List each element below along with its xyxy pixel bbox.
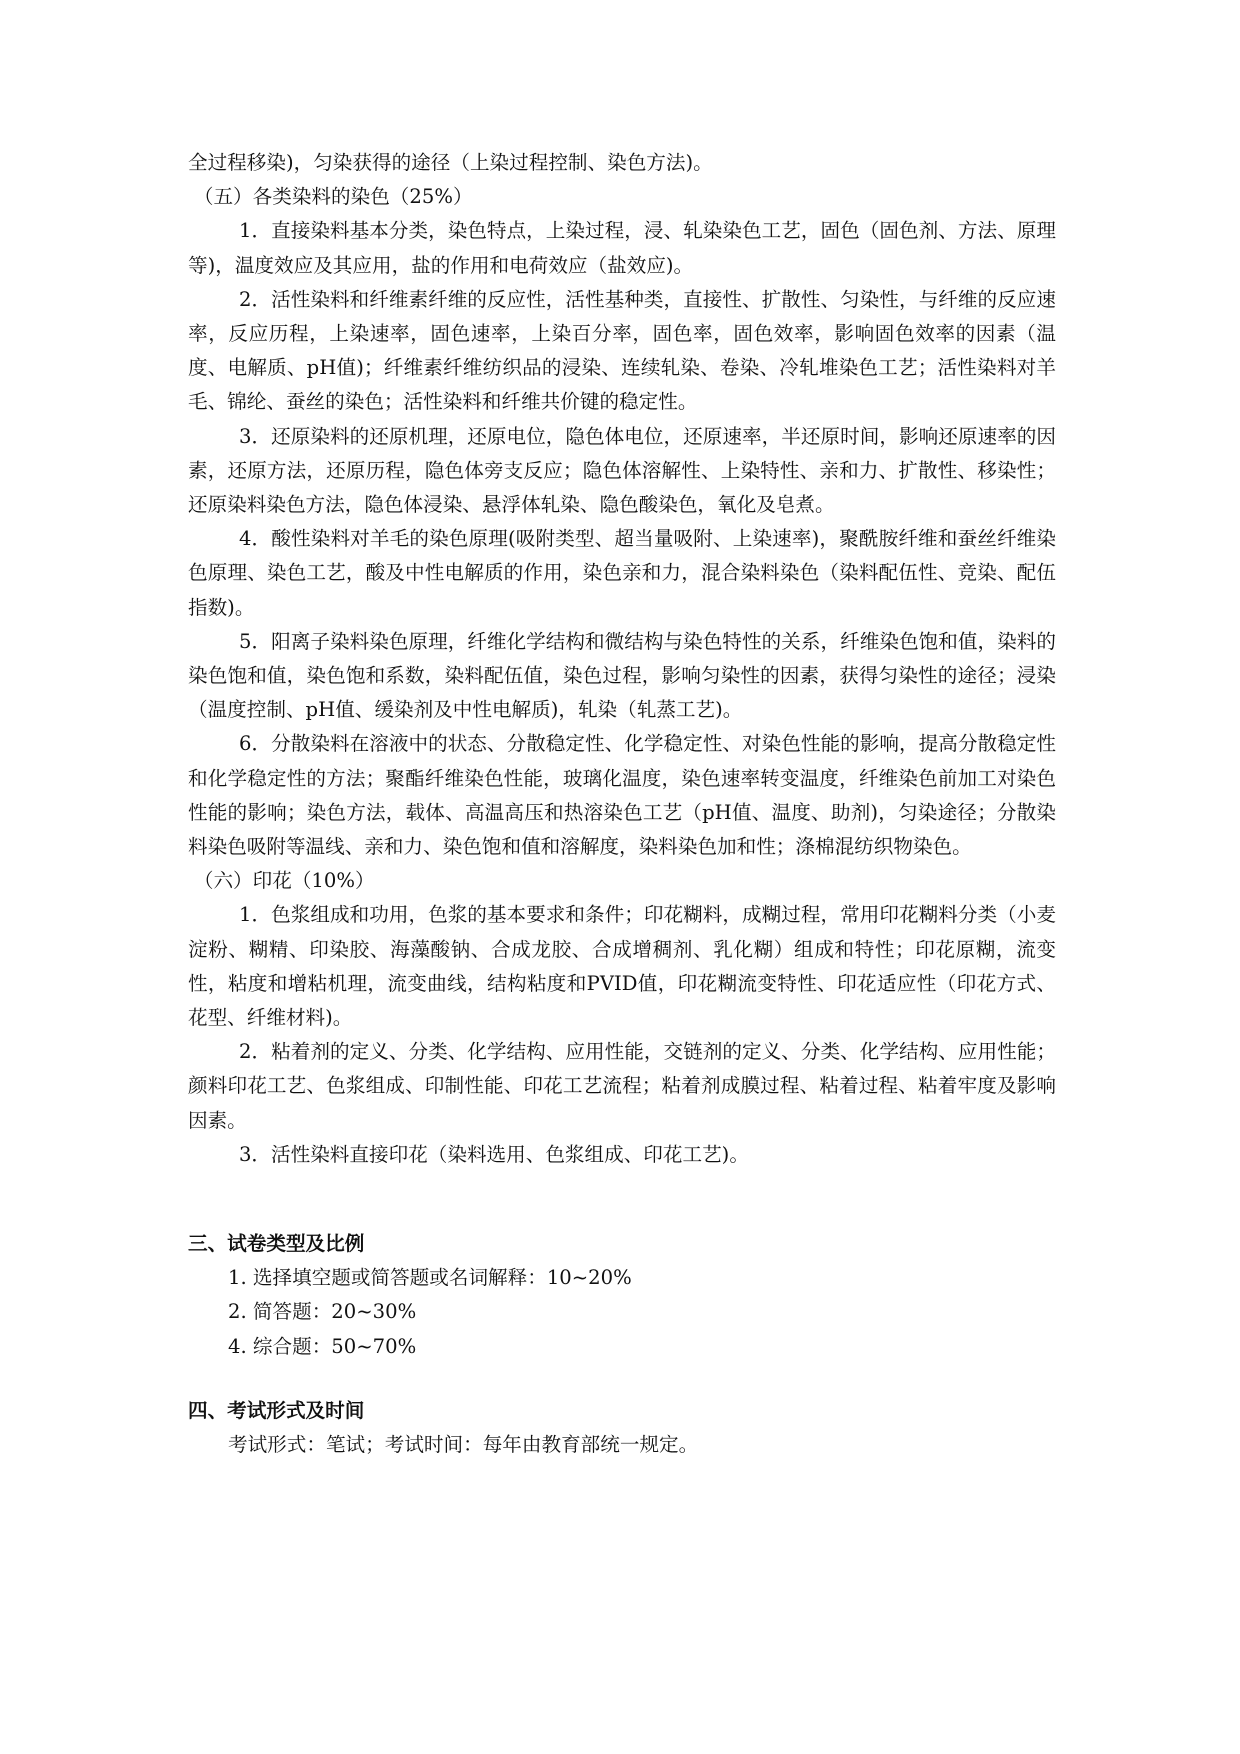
section-heading-exam-types: 三、试卷类型及比例: [188, 1232, 365, 1256]
paragraph-binder: 2．粘着剂的定义、分类、化学结构、应用性能，交链剂的定义、分类、化学结构、应用性能；颜料印花工艺、色浆组成、印制性能、印花工艺流程；粘着剂成膜过程、粘着过程、粘着牢度及影响因素。: [188, 1040, 1056, 1132]
paragraph-disperse-dyes: 6．分散染料在溶液中的状态、分散稳定性、化学稳定性、对染色性能的影响，提高分散稳定性和化学稳定性的方法；聚酯纤维染色性能，玻璃化温度，染色速率转变温度，纤维染色前加工对染色性能的影响；染色方法，载体、高温高压和热溶染色工艺（pH值、温度、助剂)，匀染途径；分散染料染色吸附等温线、亲和力、染色饱和值和溶解度，染料染色加和性；涤棉混纺织物染色。: [188, 732, 1056, 859]
paragraph-reactive-dyes: 2．活性染料和纤维素纤维的反应性，活性基种类，直接性、扩散性、匀染性，与纤维的反应速率，反应历程，上染速率，固色速率，上染百分率，固色率，固色效率，影响固色效率的因素（温度、电解质、pH值)；纤维素纤维纺织品的浸染、连续轧染、卷染、冷轧堆染色工艺；活性染料对羊毛、锦纶、蚕丝的染色；活性染料和纤维共价键的稳定性。: [188, 287, 1056, 414]
paragraph-continuation: 全过程移染)，匀染获得的途径（上染过程控制、染色方法)。: [188, 151, 713, 174]
paragraph-cationic-dyes: 5．阳离子染料染色原理，纤维化学结构和微结构与染色特性的关系，纤维染色饱和值，染料的染色饱和值，染色饱和系数，染料配伍值，染色过程，影响匀染性的因素，获得匀染性的途径；浸染（温度控制、pH值、缓染剂及中性电解质)，轧染（轧蒸工艺)。: [188, 629, 1056, 722]
list-item: 2. 简答题：20~30%: [228, 1300, 417, 1324]
paragraph-print-paste: 1．色浆组成和功用，色浆的基本要求和条件；印花糊料，成糊过程，常用印花糊料分类（小麦淀粉、糊精、印染胶、海藻酸钠、合成龙胶、合成增稠剂、乳化糊）组成和特性；印花原糊，流变性，粘度和增粘机理，流变曲线，结构粘度和PVID值，印花糊流变特性、印花适应性（印花方式、花型、纤维材料)。: [188, 903, 1056, 1030]
document-body: [188, 146, 1056, 1462]
paragraph-reactive-printing: 3．活性染料直接印花（染料选用、色浆组成、印花工艺)。: [238, 1142, 749, 1166]
list-item: 4. 综合题：50~70%: [228, 1334, 417, 1358]
subsection-heading-5: （五）各类染料的染色（25%）: [193, 185, 473, 209]
paragraph-acid-dyes: 4．酸性染料对羊毛的染色原理(吸附类型、超当量吸附、上染速率)，聚酰胺纤维和蚕丝纤维染色原理、染色工艺，酸及中性电解质的作用，染色亲和力，混合染料染色（染料配伍性、竞染、配伍指数)。: [188, 527, 1056, 619]
subsection-heading-6: （六）印花（10%）: [193, 869, 375, 893]
spacer: [188, 1172, 1056, 1227]
exam-form-text: 考试形式：笔试；考试时间：每年由教育部统一规定。: [228, 1432, 699, 1456]
list-item: 1. 选择填空题或简答题或名词解释：10~20%: [228, 1266, 632, 1290]
spacer: [188, 1364, 1056, 1394]
paragraph-direct-dyes: 1．直接染料基本分类，染色特点，上染过程，浸、轧染染色工艺，固色（固色剂、方法、原理等)，温度效应及其应用，盐的作用和电荷效应（盐效应)。: [188, 219, 1056, 277]
section-heading-exam-form: 四、考试形式及时间: [188, 1398, 365, 1422]
paragraph-vat-dyes: 3．还原染料的还原机理，还原电位，隐色体电位，还原速率，半还原时间，影响还原速率的因素，还原方法，还原历程，隐色体旁支反应；隐色体溶解性、上染特性、亲和力、扩散性、移染性；还原染料染色方法，隐色体浸染、悬浮体轧染、隐色酸染色，氧化及皂煮。: [188, 424, 1056, 517]
